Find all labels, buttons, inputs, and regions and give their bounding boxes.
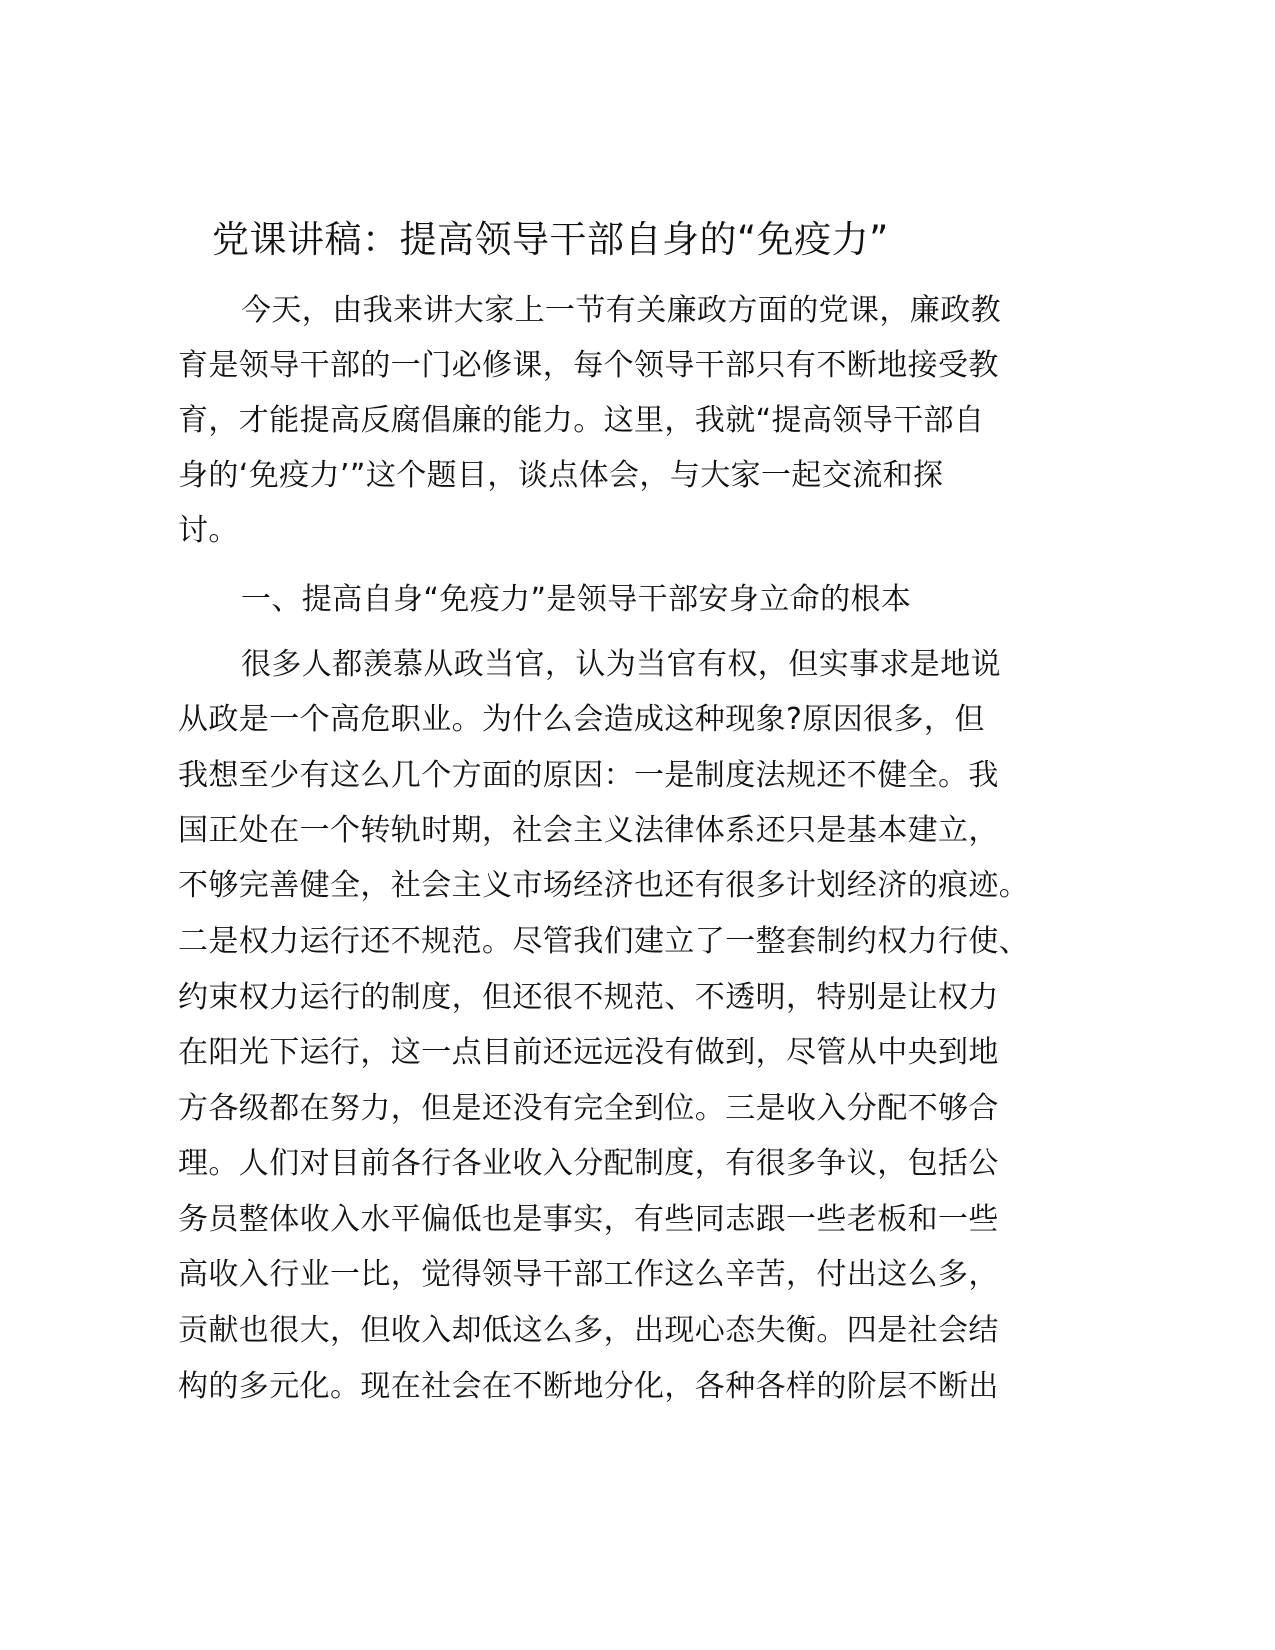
text-line: 从政是一个高危职业。为什么会造成这种现象?原因很多，但 bbox=[178, 702, 985, 737]
text-line: 今天，由我来讲大家上一节有关廉政方面的党课，廉政教 bbox=[241, 293, 1001, 328]
text-line: 高收入行业一比，觉得领导干部工作这么辛苦，付出这么多， bbox=[178, 1257, 999, 1292]
text-line: 国正处在一个转轨时期，社会主义法律体系还只是基本建立， bbox=[178, 813, 999, 848]
text-line: 方各级都在努力，但是还没有完全到位。三是收入分配不够合 bbox=[178, 1091, 999, 1126]
text-line: 二是权力运行还不规范。尽管我们建立了一整套制约权力行使、 bbox=[178, 924, 1030, 959]
text-line: 务员整体收入水平偏低也是事实，有些同志跟一些老板和一些 bbox=[178, 1202, 999, 1237]
text-line: 在阳光下运行，这一点目前还远远没有做到，尽管从中央到地 bbox=[178, 1035, 999, 1070]
text-line: 贡献也很大，但收入却低这么多，出现心态失衡。四是社会结 bbox=[178, 1313, 999, 1348]
text-line: 身的‘免疫力’”这个题目，谈点体会，与大家一起交流和探 bbox=[178, 458, 944, 493]
text-line: 构的多元化。现在社会在不断地分化，各种各样的阶层不断出 bbox=[178, 1369, 999, 1404]
text-line: 不够完善健全，社会主义市场经济也还有很多计划经济的痕迹。 bbox=[178, 868, 1030, 903]
document-title: 党课讲稿：提高领导干部自身的“免疫力” bbox=[212, 218, 889, 261]
text-line: 讨。 bbox=[178, 513, 239, 548]
text-line: 育是领导干部的一门必修课，每个领导干部只有不断地接受教 bbox=[178, 348, 999, 383]
section-heading: 一、提高自身“免疫力”是领导干部安身立命的根本 bbox=[241, 582, 912, 617]
text-line: 理。人们对目前各行各业收入分配制度，有很多争议，包括公 bbox=[178, 1146, 999, 1181]
text-line: 约束权力运行的制度，但还很不规范、不透明，特别是让权力 bbox=[178, 980, 999, 1015]
text-line: 我想至少有这么几个方面的原因：一是制度法规还不健全。我 bbox=[178, 758, 999, 793]
text-line: 育，才能提高反腐倡廉的能力。这里，我就“提高领导干部自 bbox=[178, 403, 985, 438]
text-line: 很多人都羡慕从政当官，认为当官有权，但实事求是地说 bbox=[241, 647, 1001, 682]
